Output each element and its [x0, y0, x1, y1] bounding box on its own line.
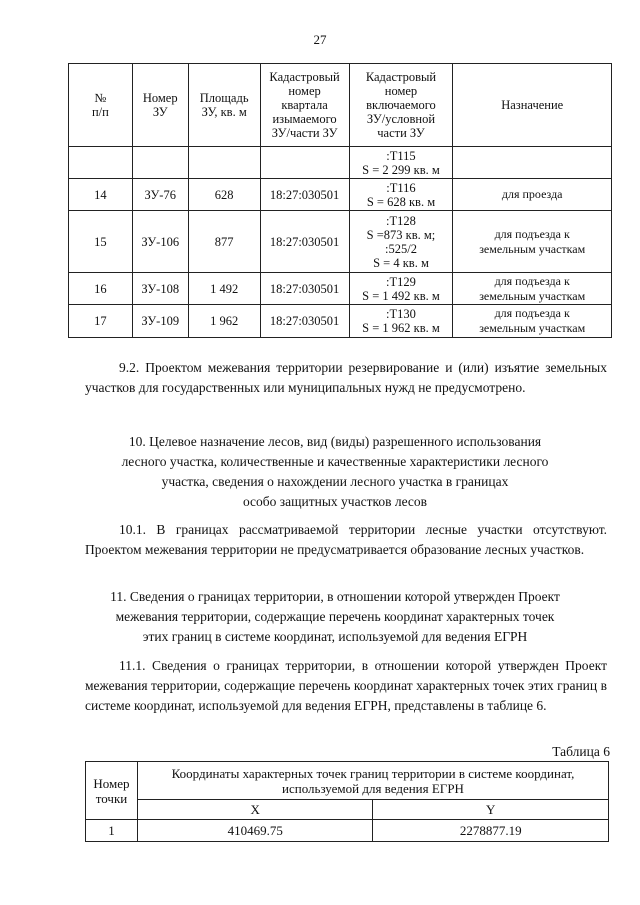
section-11-heading: [30, 587, 640, 647]
cell-cadastral-included: :Т115 S = 2 299 кв. м: [349, 147, 453, 179]
cell-cadastral-quarter: 18:27:030501: [260, 179, 349, 211]
heading-line: участка, сведения о нахождении лесного участка в границах: [161, 474, 509, 489]
table-header-row: [86, 800, 609, 820]
table-row: [69, 305, 612, 338]
cell-plot: [132, 147, 188, 179]
paragraph-10-1: 10.1. В границах рассматриваемой территории лесные участки отсутствуют. Проектом межевания территории не предусматривается образование лесных участков.: [85, 522, 607, 557]
cell-purpose: [453, 147, 612, 179]
cell-purpose: для подъезда к земельным участкам: [453, 211, 612, 273]
land-plots-table: [68, 63, 612, 338]
heading-line: особо защитных участков лесов: [242, 494, 428, 509]
cell-cadastral-quarter: [260, 147, 349, 179]
cell-purpose: для проезда: [453, 179, 612, 211]
cell-number: 14: [69, 179, 133, 211]
cell-area: 1 492: [188, 273, 260, 305]
cell-number: 15: [69, 211, 133, 273]
cell-plot: ЗУ-106: [132, 211, 188, 273]
paragraph-9-2: 9.2. Проектом межевания территории резервирование и (или) изъятие земельных участков для государственных или муниципальных нужд не предусмотрено.: [85, 360, 607, 395]
col-header-y: Y: [373, 800, 609, 820]
cell-cadastral-quarter: 18:27:030501: [260, 305, 349, 338]
cell-x: 410469.75: [137, 820, 373, 842]
table-header-row: [69, 64, 612, 147]
col-header-purpose: Назначение: [453, 64, 612, 147]
heading-line: 11. Сведения о границах территории, в отношении которой утвержден Проект: [110, 589, 560, 604]
col-header-cadastral-included: Кадастровый номер включаемого ЗУ/условной части ЗУ: [349, 64, 453, 147]
table-6-caption: Таблица 6: [552, 744, 610, 759]
cell-point-number: 1: [86, 820, 138, 842]
cell-y: 2278877.19: [373, 820, 609, 842]
cell-number: 17: [69, 305, 133, 338]
cell-cadastral-included: :Т130 S = 1 962 кв. м: [349, 305, 453, 338]
cell-area: [188, 147, 260, 179]
section-10-heading: [30, 432, 640, 512]
table-row: [69, 273, 612, 305]
cell-cadastral-quarter: 18:27:030501: [260, 211, 349, 273]
col-header-coordinates: Координаты характерных точек границ территории в системе координат, используемой для ведения ЕГРН: [137, 762, 608, 800]
cell-purpose: для подъезда к земельным участкам: [453, 305, 612, 338]
table-row: [69, 147, 612, 179]
col-header-area: Площадь ЗУ, кв. м: [188, 64, 260, 147]
heading-line: 10. Целевое назначение лесов, вид (виды) разрешенного использования: [128, 434, 542, 449]
coordinates-table: [85, 761, 609, 842]
cell-cadastral-included: :Т129 S = 1 492 кв. м: [349, 273, 453, 305]
cell-area: 628: [188, 179, 260, 211]
heading-line: межевания территории, содержащие перечень координат характерных точек: [115, 609, 555, 624]
cell-number: [69, 147, 133, 179]
heading-line: лесного участка, количественные и качественные характеристики лесного: [121, 454, 549, 469]
col-header-x: X: [137, 800, 373, 820]
col-header-cadastral-quarter: Кадастровый номер квартала изымаемого ЗУ/части ЗУ: [260, 64, 349, 147]
cell-area: 877: [188, 211, 260, 273]
paragraph-11-1: 11.1. Сведения о границах территории, в отношении которой утвержден Проект межевания территории, содержащие перечень координат характерных точек этих границ в системе координат, используемой для ведения ЕГРН, представлены в таблице 6.: [85, 658, 607, 713]
col-header-number: № п/п: [69, 64, 133, 147]
cell-plot: ЗУ-108: [132, 273, 188, 305]
cell-plot: ЗУ-76: [132, 179, 188, 211]
cell-cadastral-quarter: 18:27:030501: [260, 273, 349, 305]
cell-number: 16: [69, 273, 133, 305]
table-row: [69, 211, 612, 273]
col-header-plot: Номер ЗУ: [132, 64, 188, 147]
table-row: [86, 820, 609, 842]
cell-plot: ЗУ-109: [132, 305, 188, 338]
cell-cadastral-included: :Т128 S =873 кв. м; :525/2 S = 4 кв. м: [349, 211, 453, 273]
cell-area: 1 962: [188, 305, 260, 338]
table-header-row: [86, 762, 609, 800]
table-row: [69, 179, 612, 211]
cell-cadastral-included: :Т116 S = 628 кв. м: [349, 179, 453, 211]
cell-purpose: для подъезда к земельным участкам: [453, 273, 612, 305]
col-header-point-number: Номер точки: [86, 762, 138, 820]
heading-line: этих границ в системе координат, используемой для ведения ЕГРН: [142, 629, 528, 644]
page-number: 27: [313, 32, 327, 47]
